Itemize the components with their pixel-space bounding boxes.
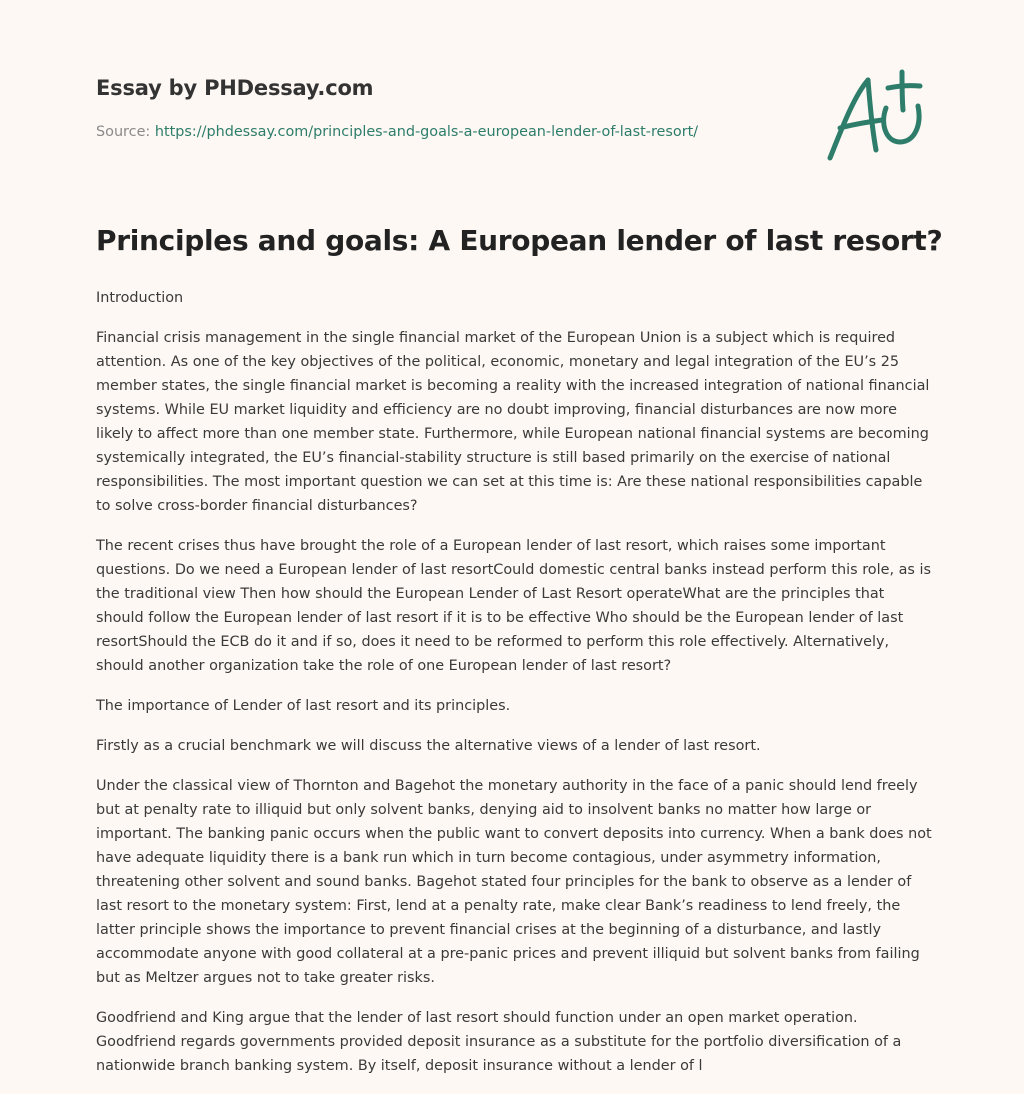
paragraph: Financial crisis management in the single financial market of the European Union is a subject which is required attention. As one of the key objectives of the political, economic, monetary and legal integration of the EU’s 25 member states, the single financial market is becoming a reality with the increased integration of national financial systems. While EU market liquidity and efficiency are no doubt improving, financial disturbances are now more likely to affect more than one member state. Furthermore, while European national financial systems are becoming systemically integrated, the EU’s financial-stability structure is still based primarily on the exercise of national responsibilities. The most important question we can set at this time is: Are these national responsibilities capable to solve cross-border financial disturbances? [96, 330, 930, 514]
paragraph: Firstly as a crucial benchmark we will discuss the alternative views of a lender of last resort. [96, 738, 761, 754]
site-brand: Essay by PHDessay.com [96, 76, 374, 100]
source-line [96, 124, 698, 140]
paragraph: The importance of Lender of last resort and its principles. [96, 698, 511, 714]
paragraph-truncated: Goodfriend and King argue that the lender of last resort should function under an open market operation. Goodfriend regards governments provided deposit insurance as a substitute for the portfolio diversification of a nationwide branch banking system. By itself, deposit insurance without a lender of l [96, 1010, 902, 1074]
source-label: Source: [96, 124, 155, 140]
paragraph: The recent crises thus have brought the role of a European lender of last resort, which raises some important questions. Do we need a European lender of last resortCould domestic central banks instead perform this role, as is the traditional view Then how should the European Lender of Last Resort operateWhat are the principles that should follow the European lender of last resort if it is to be effective Who should be the European lender of last resortShould the ECB do it and if so, does it need to be reformed to perform this role effectively. Alternatively, should another organization take the role of one European lender of last resort? [96, 538, 931, 674]
source-link[interactable]: https://phdessay.com/principles-and-goals-a-european-lender-of-last-resort/ [154, 124, 699, 140]
a-plus-logo-icon [820, 66, 930, 166]
paragraph-introduction: Introduction [96, 290, 184, 306]
article-title: Principles and goals: A European lender of last resort? [96, 224, 943, 257]
article-body [96, 286, 932, 1094]
paragraph: Under the classical view of Thornton and Bagehot the monetary authority in the face of a panic should lend freely but at penalty rate to illiquid but only solvent banks, denying aid to insolvent banks no matter how large or important. The banking panic occurs when the public want to convert deposits into currency. When a bank does not have adequate liquidity there is a bank run which in turn become contagious, under asymmetry information, threatening other solvent and sound banks. Bagehot stated four principles for the bank to observe as a lender of last resort to the monetary system: First, lend at a penalty rate, make clear Bank’s readiness to lend freely, the latter principle shows the importance to prevent financial crises at the beginning of a disturbance, and lastly accommodate anyone with good collateral at a pre-panic prices and prevent illiquid but solvent banks from failing but as Meltzer argues not to take greater risks. [96, 778, 932, 986]
